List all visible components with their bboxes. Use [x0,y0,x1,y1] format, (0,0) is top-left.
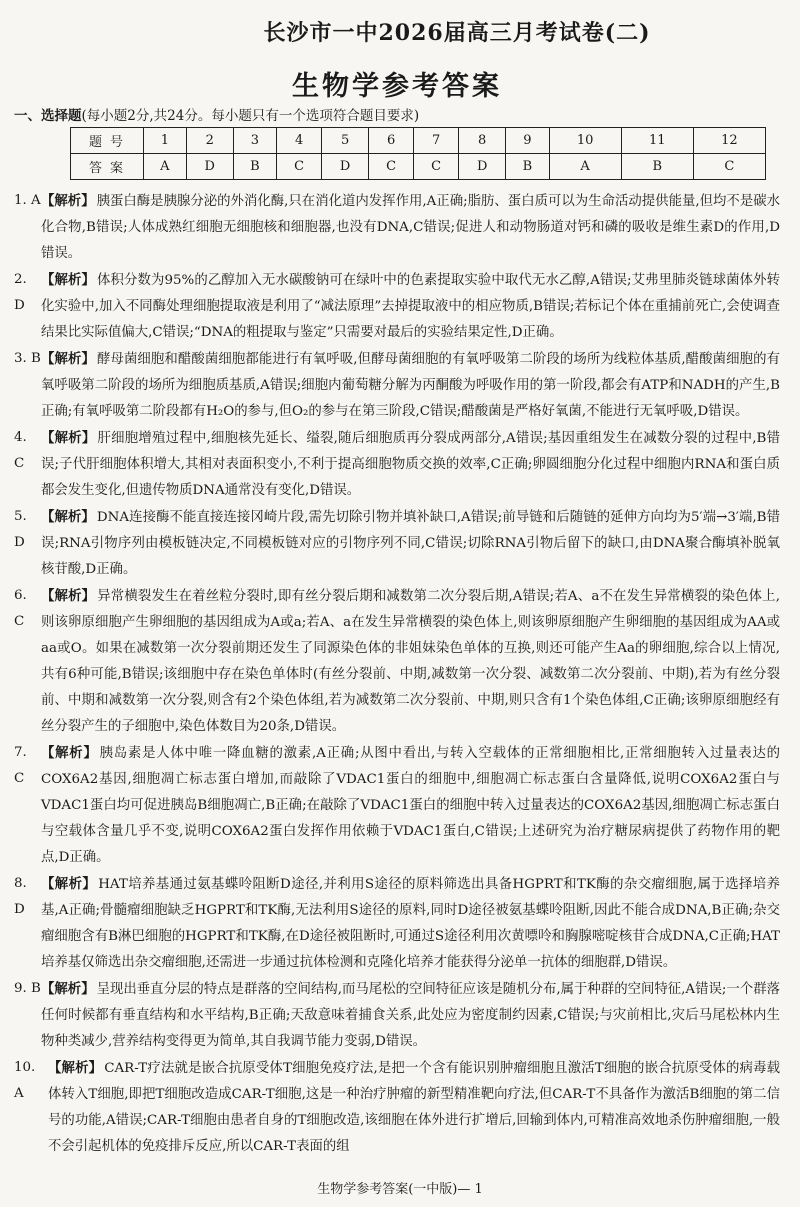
exam-title: 长沙市一中2026届高三月考试卷(二) [263,20,651,46]
answer-cell: C [369,154,414,180]
analysis-tag: 【解析】 [41,272,96,288]
answer-table-row-label: 答案 [71,154,144,180]
analysis-text: 异常横裂发生在着丝粒分裂时,即有丝分裂后期和减数第二次分裂后期,A错误;若A、a不在发生异常横裂的染色体上,则该卵原细胞产生卵细胞的基因组成为A或a;若A、a在发生异常横裂的染色体上,则该卵原细胞产生卵细胞的基因组成为AA或aa或O。如果在减数第一次分裂前期还发生了同源染色体的非姐妹染色单体的互换,则还可能产生Aa的卵细胞,综合以上情况,共有6种可能,B错误;该细胞中存在染色单体时(有丝分裂前、中期,减数第一次分裂、减数第二次分裂前、中期),若为有丝分裂前、中期和减数第一次分裂,则含有2个染色体组,若为减数第二次分裂前、中期,则只含有1个染色体组,C正确;该卵原细胞经有丝分裂产生的子细胞中,染色体数目为20条,D错误。 [41,589,781,734]
analysis-text: 酵母菌细胞和醋酸菌细胞都能进行有氧呼吸,但酵母菌细胞的有氧呼吸第二阶段的场所为线粒体基质,醋酸菌细胞的有氧呼吸第二阶段的场所为细胞质基质,A错误;细胞内葡萄糖分解为丙酮酸为呼吸作用的第一阶段,都会有ATP和NADH的产生,B正确;有氧呼吸第二阶段都有H₂O的参与,但O₂的参与在第三阶段,C错误;醋酸菌是严格好氧菌,不能进行无氧呼吸,D错误。 [41,352,781,419]
answer-cell: D [186,154,233,180]
analysis-item [14,583,780,740]
analysis-item [14,188,780,267]
analysis-item-body [41,871,780,976]
answer-table-row-label: 题号 [71,128,144,154]
question-number-cell: 11 [621,128,693,154]
answer-cell: A [144,154,187,180]
answer-key-title: 生物学参考答案 [292,71,502,102]
analysis-item-body [48,1055,780,1160]
analysis-text: HAT培养基通过氨基蝶呤阻断D途径,并利用S途径的原料筛选出具备HGPRT和TK酶的杂交瘤细胞,属于选择培养基,A正确;骨髓瘤细胞缺乏HGPRT和TK酶,无法利用S途径的原料,同时D途径被氨基蝶呤阻断,因此不能合成DNA,B正确;杂交瘤细胞含有B淋巴细胞的HGPRT和TK酶,在D途径被阻断时,可通过S途径利用次黄嘌呤和胸腺嘧啶核苷合成DNA,C正确;HAT培养基仅筛选出杂交瘤细胞,还需进一步通过抗体检测和克隆化培养才能获得分泌单一抗体的细胞群,D错误。 [41,877,780,970]
analysis-text: 胰蛋白酶是胰腺分泌的外消化酶,只在消化道内发挥作用,A正确;脂肪、蛋白质可以为生命活动提供能量,但均不是碳水化合物,B错误;人体成熟红细胞无细胞核和细胞器,也没有DNA,C错误;促进人和动物肠道对钙和磷的吸收是维生素D的作用,D错误。 [41,194,781,261]
analysis-text: 呈现出垂直分层的特点是群落的空间结构,而马尾松的空间特征应该是随机分布,属于种群的空间特征,A错误;一个群落任何时候都有垂直结构和水平结构,B正确;天敌意味着捕食关系,此处应为密度制约因素,C错误;与灾前相比,灾后马尾松林内生物种类减少,营养结构变得更为简单,其自我调节能力变弱,D错误。 [41,982,781,1049]
analysis-item-number: 3. B [14,351,41,366]
analysis-tag: 【解析】 [41,430,96,446]
analysis-item-body [41,425,780,504]
analysis-text: 体积分数为95%的乙醇加入无水碳酸钠可在绿叶中的色素提取实验中取代无水乙醇,A错误;艾弗里肺炎链球菌体外转化实验中,加入不同酶处理细胞提取液是利用了“减法原理”去掉提取液中的相应物质,B错误;若标记个体在重捕前死亡,会使调查结果比实际值偏大,C错误;“DNA的粗提取与鉴定”只需要对最后的实验结果定性,D正确。 [41,273,781,340]
question-number-cell: 1 [144,128,187,154]
analysis-item [14,740,780,871]
question-number-cell: 3 [233,128,276,154]
analysis-item [14,346,780,425]
analysis-tag: 【解析】 [48,1060,103,1076]
answer-cell: D [322,154,369,180]
analysis-item-number: 5. D [14,509,27,550]
answer-cell: D [459,154,506,180]
analysis-item [14,504,780,583]
analysis-text: CAR-T疗法就是嵌合抗原受体T细胞免疫疗法,是把一个含有能识别肿瘤细胞且激活T细胞的嵌合抗原受体的病毒载体转入T细胞,即把T细胞改造成CAR-T细胞,这是一种治疗肿瘤的新型精准靶向疗法,但CAR-T不具备作为激活B细胞的第二信号的功能,A错误;CAR-T细胞由患者自身的T细胞改造,该细胞在体外进行扩增后,回输到体内,可精准高效地杀伤肿瘤细胞,一般不会引起机体的免疫排斥反应,所以CAR-T表面的组 [48,1061,781,1154]
answer-cell: C [277,154,322,180]
question-number-cell: 6 [369,128,414,154]
answer-cell: B [233,154,276,180]
analysis-item-body [41,346,780,425]
analysis-list [14,188,780,1160]
analysis-item-body [41,976,780,1055]
answer-cell: A [549,154,621,180]
analysis-text: 肝细胞增殖过程中,细胞核先延长、缢裂,随后细胞质再分裂成两部分,A错误;基因重组发生在减数分裂的过程中,B错误;子代肝细胞体积增大,其相对表面积变小,不利于提高细胞物质交换的效率,C正确;卵圆细胞分化过程中细胞内RNA和蛋白质都会发生变化,但遗传物质DNA通常没有变化,D错误。 [41,431,781,498]
analysis-item-body [41,188,780,267]
analysis-tag: 【解析】 [41,745,98,761]
answer-table-number-row [71,128,766,154]
question-number-cell: 4 [277,128,322,154]
question-number-cell: 8 [459,128,506,154]
answer-table [70,127,766,180]
analysis-text: 胰岛素是人体中唯一降血糖的激素,A正确;从图中看出,与转入空载体的正常细胞相比,正常细胞转入过量表达的COX6A2基因,细胞凋亡标志蛋白增加,而敲除了VDAC1蛋白的细胞中,细胞凋亡标志蛋白含量降低,说明COX6A2蛋白与VDAC1蛋白均可促进胰岛B细胞凋亡,B正确;在敲除了VDAC1蛋白的细胞中转入过量表达的COX6A2基因,细胞凋亡标志蛋白与空载体含量几乎不变,说明COX6A2蛋白发挥作用依赖于VDAC1蛋白,C错误;上述研究为治疗糖尿病提供了药物作用的靶点,D正确。 [41,746,780,865]
analysis-tag: 【解析】 [41,588,96,604]
analysis-item-number: 9. B [14,981,41,996]
analysis-item [14,425,780,504]
analysis-item [14,976,780,1055]
analysis-item-number: 4. C [14,430,27,471]
analysis-tag: 【解析】 [41,509,95,525]
question-number-cell: 2 [186,128,233,154]
analysis-item-number: 7. C [14,745,27,786]
analysis-item [14,267,780,346]
analysis-item-body [41,740,780,871]
section-heading [14,104,780,124]
analysis-item-body [41,267,780,346]
analysis-item-number: 10. A [14,1060,36,1101]
analysis-item [14,871,780,976]
question-number-cell: 9 [506,128,549,154]
analysis-item-body [41,583,780,740]
section-heading-label: 一、选择题 [14,108,82,124]
section-heading-note: (每小题2分,共24分。每小题只有一个选项符合题目要求) [81,108,420,124]
answer-table-answer-row [71,154,766,180]
question-number-cell: 10 [549,128,621,154]
analysis-item-number: 2. D [14,272,27,313]
analysis-tag: 【解析】 [41,876,97,892]
answer-cell: C [693,154,765,180]
analysis-text: DNA连接酶不能直接连接冈崎片段,需先切除引物并填补缺口,A错误;前导链和后随链的延伸方向均为5′端→3′端,B错误;RNA引物序列由模板链决定,不同模板链对应的引物序列不同,C错误;切除RNA引物后留下的缺口,由DNA聚合酶填补脱氧核苷酸,D正确。 [41,510,780,577]
analysis-item [14,1055,780,1160]
analysis-item-number: 8. D [14,876,27,917]
answer-cell: C [414,154,459,180]
question-number-cell: 7 [414,128,459,154]
analysis-tag: 【解析】 [41,351,95,367]
analysis-tag: 【解析】 [41,193,95,209]
page-footer: 生物学参考答案(一中版)— 1 [317,1182,483,1197]
analysis-item-number: 1. A [14,193,41,208]
question-number-cell: 12 [693,128,765,154]
answer-cell: B [621,154,693,180]
analysis-item-body [41,504,780,583]
answer-cell: B [506,154,549,180]
analysis-tag: 【解析】 [41,981,95,997]
analysis-item-number: 6. C [14,588,27,629]
question-number-cell: 5 [322,128,369,154]
